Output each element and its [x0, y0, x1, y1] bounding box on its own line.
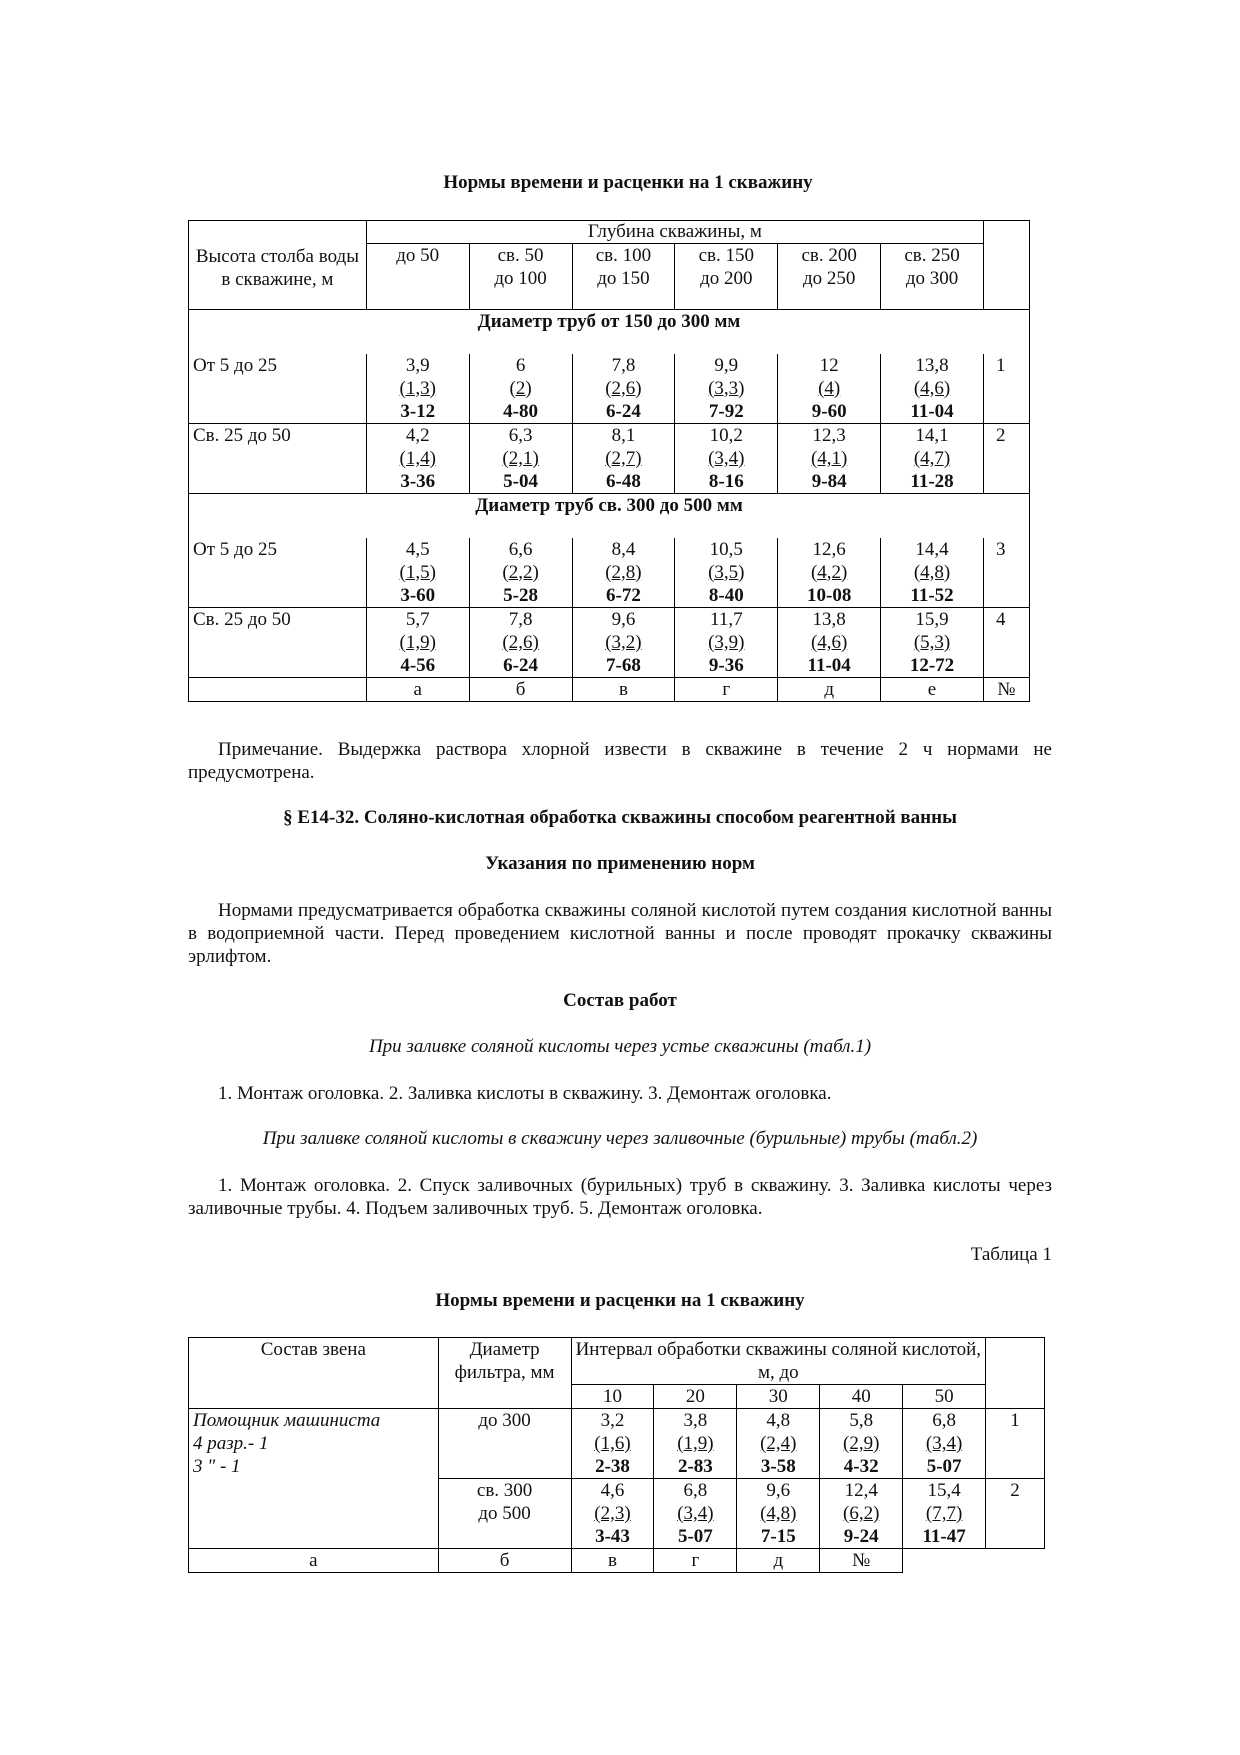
time-norm: 14,1 [915, 425, 949, 446]
time-norm: 4,6 [600, 1480, 625, 1501]
crew-time: (6,2) [843, 1503, 880, 1524]
price: 4-80 [503, 400, 538, 422]
depth-to: до 150 [597, 268, 650, 289]
value-cell [778, 538, 881, 608]
interval-col-1: 10 [571, 1385, 654, 1409]
time-norm: 7,8 [508, 609, 533, 630]
crew-time: (5,3) [913, 632, 951, 653]
price: 7-92 [708, 400, 744, 422]
depth-from: св. 100 [595, 245, 652, 266]
price: 9-84 [811, 471, 847, 492]
value-cell [469, 538, 572, 608]
value-cell [881, 424, 984, 494]
value-cell [675, 538, 778, 608]
crew-time: (3,2) [605, 632, 642, 653]
price: 9-60 [811, 400, 847, 422]
footer-letter: а [189, 1549, 439, 1573]
value-cell [469, 424, 572, 494]
price: 3-12 [400, 400, 436, 422]
value-cell [571, 1479, 654, 1549]
filter-cell: до 300 [438, 1409, 571, 1479]
interval-col-3: 30 [737, 1385, 820, 1409]
filter-to: до 500 [478, 1503, 531, 1524]
crew-time: (4,8) [760, 1503, 797, 1524]
filter-from: св. 300 [476, 1480, 533, 1501]
crew-time: (2,9) [843, 1433, 880, 1454]
row-label: Св. 25 до 50 [189, 424, 367, 494]
depth-to: до 300 [905, 268, 959, 289]
time-norm: 4,2 [405, 425, 430, 446]
time-norm: 12,6 [812, 538, 846, 560]
value-cell [737, 1479, 820, 1549]
price: 11-28 [910, 471, 954, 492]
table-row [189, 608, 1030, 678]
crew-time: (1,9) [399, 632, 436, 653]
crew-time: (4,1) [810, 448, 848, 469]
table-row [189, 1409, 1045, 1479]
value-cell [778, 608, 881, 678]
price: 9-24 [843, 1526, 879, 1547]
price: 9-36 [708, 655, 744, 676]
crew-line: 3 " - 1 [193, 1456, 241, 1477]
value-cell [571, 1409, 654, 1479]
depth-from: св. 200 [801, 245, 857, 266]
price: 5-07 [677, 1526, 713, 1547]
time-norm: 12,3 [812, 425, 846, 446]
value-cell [820, 1479, 903, 1549]
value-cell [778, 354, 881, 424]
case1-steps: 1. Монтаж оголовка. 2. Заливка кислоты в скважину. 3. Демонтаж оголовка. [218, 1083, 832, 1104]
depth-col-4 [675, 244, 778, 310]
price: 6-48 [606, 471, 641, 492]
table-label: Таблица 1 [970, 1244, 1052, 1265]
crew-time: (1,3) [399, 377, 436, 399]
depth-to: до 250 [802, 268, 856, 289]
crew-time: (4) [818, 377, 841, 399]
price: 11-04 [807, 655, 851, 676]
number-header [983, 221, 1029, 310]
price: 2-38 [595, 1456, 630, 1477]
crew-time: (3,9) [708, 632, 745, 653]
crew-line: 4 разр.- 1 [193, 1433, 269, 1454]
time-norm: 15,9 [915, 609, 949, 630]
depth-col-3 [572, 244, 675, 310]
table-row [189, 424, 1030, 494]
price: 12-72 [909, 655, 955, 676]
footer-letter: б [469, 678, 572, 702]
table2-title: Нормы времени и расценки на 1 скважину [435, 1290, 805, 1311]
price: 6-24 [503, 655, 538, 676]
time-norm: 9,9 [714, 354, 739, 376]
table1-title: Нормы времени и расценки на 1 скважину [443, 172, 813, 193]
footer-letter: д [778, 678, 881, 702]
value-cell [572, 608, 675, 678]
norms-table-1 [188, 220, 1030, 702]
time-norm: 4,5 [405, 538, 430, 560]
value-cell [366, 424, 469, 494]
footer-letter: е [881, 678, 984, 702]
price: 6-24 [606, 400, 641, 422]
row-number: 2 [983, 424, 1029, 494]
crew-time: (2,8) [605, 561, 642, 583]
work-title: Состав работ [563, 990, 677, 1011]
price: 5-28 [503, 584, 538, 606]
time-norm: 3,9 [405, 354, 430, 376]
value-cell [654, 1409, 737, 1479]
crew-time: (4,6) [810, 632, 848, 653]
crew-time: (1,4) [399, 448, 436, 469]
row-number: 2 [986, 1479, 1045, 1549]
section-heading: Диаметр труб от 150 до 300 мм [189, 310, 1030, 354]
footer-letter: № [983, 678, 1029, 702]
case2-steps: 1. Монтаж оголовка. 2. Спуск заливочных (бурильных) труб в скважину. 3. Заливка кислоты через заливочные трубы. 4. Подъем заливочных труб. 5. Демонтаж оголовка. [188, 1175, 1052, 1219]
time-norm: 9,6 [611, 609, 636, 630]
value-cell [737, 1409, 820, 1479]
footer-letter: № [820, 1549, 903, 1573]
value-cell [881, 354, 984, 424]
crew-time: (2) [509, 377, 532, 399]
value-cell [820, 1409, 903, 1479]
price: 7-68 [606, 655, 641, 676]
crew-time: (3,3) [708, 377, 745, 399]
price: 7-15 [760, 1526, 796, 1547]
value-cell [675, 354, 778, 424]
value-cell [572, 354, 675, 424]
time-norm: 6,6 [508, 538, 533, 560]
row-label: От 5 до 25 [189, 354, 367, 424]
instructions-text: Нормами предусматривается обработка скважины соляной кислотой путем создания кислотной ванны в водоприемной части. Перед проведением кислотной ванны и после проводят прокачку скважины эрлифтом. [188, 900, 1052, 967]
time-norm: 3,2 [600, 1410, 625, 1431]
crew-time: (3,4) [677, 1503, 714, 1524]
interval-col-2: 20 [654, 1385, 737, 1409]
time-norm: 8,1 [611, 425, 636, 446]
case2-title: При заливке соляной кислоты в скважину через заливочные (бурильные) трубы (табл.2) [262, 1128, 978, 1149]
time-norm: 10,2 [709, 425, 743, 446]
price: 3-36 [400, 471, 436, 492]
value-cell [881, 608, 984, 678]
time-norm: 11,7 [710, 609, 743, 630]
price: 11-52 [910, 584, 954, 606]
time-norm: 4,8 [766, 1410, 791, 1431]
row-number: 3 [983, 538, 1029, 608]
price: 5-04 [503, 471, 538, 492]
time-norm: 6,8 [683, 1480, 708, 1501]
value-cell [903, 1479, 986, 1549]
depth-to: до 100 [494, 268, 547, 289]
crew-time: (1,5) [399, 561, 436, 583]
crew-time: (2,6) [605, 377, 642, 399]
crew-time: (2,6) [502, 632, 539, 653]
footer-letter: в [571, 1549, 654, 1573]
crew-time: (1,6) [594, 1433, 631, 1454]
row-label: Св. 25 до 50 [189, 608, 367, 678]
price: 8-40 [708, 584, 744, 606]
time-norm: 6 [515, 354, 526, 376]
value-cell [469, 608, 572, 678]
depth-col-6 [881, 244, 984, 310]
interval-header: Интервал обработки скважины соляной кислотой, м, до [571, 1338, 986, 1385]
depth-header: Глубина скважины, м [366, 221, 983, 244]
footer-letter: а [366, 678, 469, 702]
price: 8-16 [708, 471, 744, 492]
value-cell [654, 1479, 737, 1549]
time-norm: 13,8 [812, 609, 846, 630]
value-cell [881, 538, 984, 608]
footer-letter: д [737, 1549, 820, 1573]
case1-title: При заливке соляной кислоты через устье скважины (табл.1) [368, 1036, 872, 1057]
time-norm: 7,8 [611, 354, 636, 376]
footer-empty [189, 678, 367, 702]
value-cell [572, 538, 675, 608]
price: 4-56 [400, 655, 436, 676]
section-heading: Диаметр труб св. 300 до 500 мм [189, 494, 1030, 538]
value-cell [469, 354, 572, 424]
footer-letter: г [654, 1549, 737, 1573]
value-cell [366, 608, 469, 678]
depth-from: св. 250 [904, 245, 960, 266]
norms-table-2 [188, 1337, 1045, 1573]
crew-time: (3,5) [708, 561, 745, 583]
row-label: От 5 до 25 [189, 538, 367, 608]
crew-time: (4,2) [810, 561, 848, 583]
time-norm: 15,4 [927, 1480, 961, 1501]
value-cell [366, 354, 469, 424]
crew-time: (7,7) [925, 1503, 963, 1524]
value-cell [366, 538, 469, 608]
crew-time: (4,6) [913, 377, 951, 399]
price: 11-47 [922, 1526, 966, 1547]
row-number: 4 [983, 608, 1029, 678]
table-row [189, 538, 1030, 608]
time-norm: 12,4 [844, 1480, 878, 1501]
depth-col-1: до 50 [366, 244, 469, 310]
crew-time: (3,4) [708, 448, 745, 469]
price: 3-43 [595, 1526, 630, 1547]
row-header: Высота столба воды в скважине, м [189, 221, 367, 310]
price: 4-32 [843, 1456, 879, 1477]
price: 5-07 [926, 1456, 962, 1477]
depth-col-2 [469, 244, 572, 310]
crew-time: (1,9) [677, 1433, 714, 1454]
footer-letter: г [675, 678, 778, 702]
footer-letter: в [572, 678, 675, 702]
time-norm: 5,7 [405, 609, 430, 630]
time-norm: 10,5 [709, 538, 743, 560]
crew-time: (4,7) [913, 448, 951, 469]
price: 11-04 [910, 400, 954, 422]
row-number: 1 [986, 1409, 1045, 1479]
depth-from: св. 50 [497, 245, 544, 266]
row-number: 1 [983, 354, 1029, 424]
note-text: Примечание. Выдержка раствора хлорной извести в скважине в течение 2 ч нормами не предусмотрена. [188, 739, 1052, 783]
time-norm: 14,4 [915, 538, 949, 560]
value-cell [675, 424, 778, 494]
number-header [986, 1338, 1045, 1409]
filter-header: Диаметр фильтра, мм [438, 1338, 571, 1409]
price: 10-08 [807, 584, 852, 606]
time-norm: 6,3 [508, 425, 533, 446]
interval-col-5: 50 [903, 1385, 986, 1409]
time-norm: 8,4 [611, 538, 636, 560]
crew-time: (2,7) [605, 448, 642, 469]
depth-from: св. 150 [698, 245, 754, 266]
time-norm: 3,8 [683, 1410, 708, 1431]
value-cell [675, 608, 778, 678]
crew-time: (3,4) [925, 1433, 963, 1454]
depth-col-5 [778, 244, 881, 310]
crew-time: (2,4) [760, 1433, 797, 1454]
price: 2-83 [677, 1456, 713, 1477]
crew-time: (2,3) [594, 1503, 631, 1524]
time-norm: 9,6 [766, 1480, 791, 1501]
depth-to: до 200 [700, 268, 753, 289]
time-norm: 5,8 [849, 1410, 874, 1431]
crew-header: Состав звена [189, 1338, 439, 1409]
table-row [189, 354, 1030, 424]
interval-col-4: 40 [820, 1385, 903, 1409]
value-cell [903, 1409, 986, 1479]
crew-cell [189, 1409, 439, 1549]
time-norm: 12 [819, 354, 839, 376]
filter-cell [438, 1479, 571, 1549]
price: 3-60 [400, 584, 436, 606]
price: 3-58 [760, 1456, 796, 1477]
crew-time: (4,8) [913, 561, 951, 583]
value-cell [572, 424, 675, 494]
crew-line: Помощник машиниста [193, 1410, 381, 1431]
crew-time: (2,2) [502, 561, 539, 583]
footer-letter: б [438, 1549, 571, 1573]
section-title: § Е14-32. Соляно-кислотная обработка скважины способом реагентной ванны [283, 807, 957, 828]
time-norm: 6,8 [932, 1410, 956, 1431]
price: 6-72 [606, 584, 641, 606]
instructions-title: Указания по применению норм [485, 853, 755, 874]
value-cell [778, 424, 881, 494]
time-norm: 13,8 [915, 354, 949, 376]
crew-time: (2,1) [502, 448, 539, 469]
